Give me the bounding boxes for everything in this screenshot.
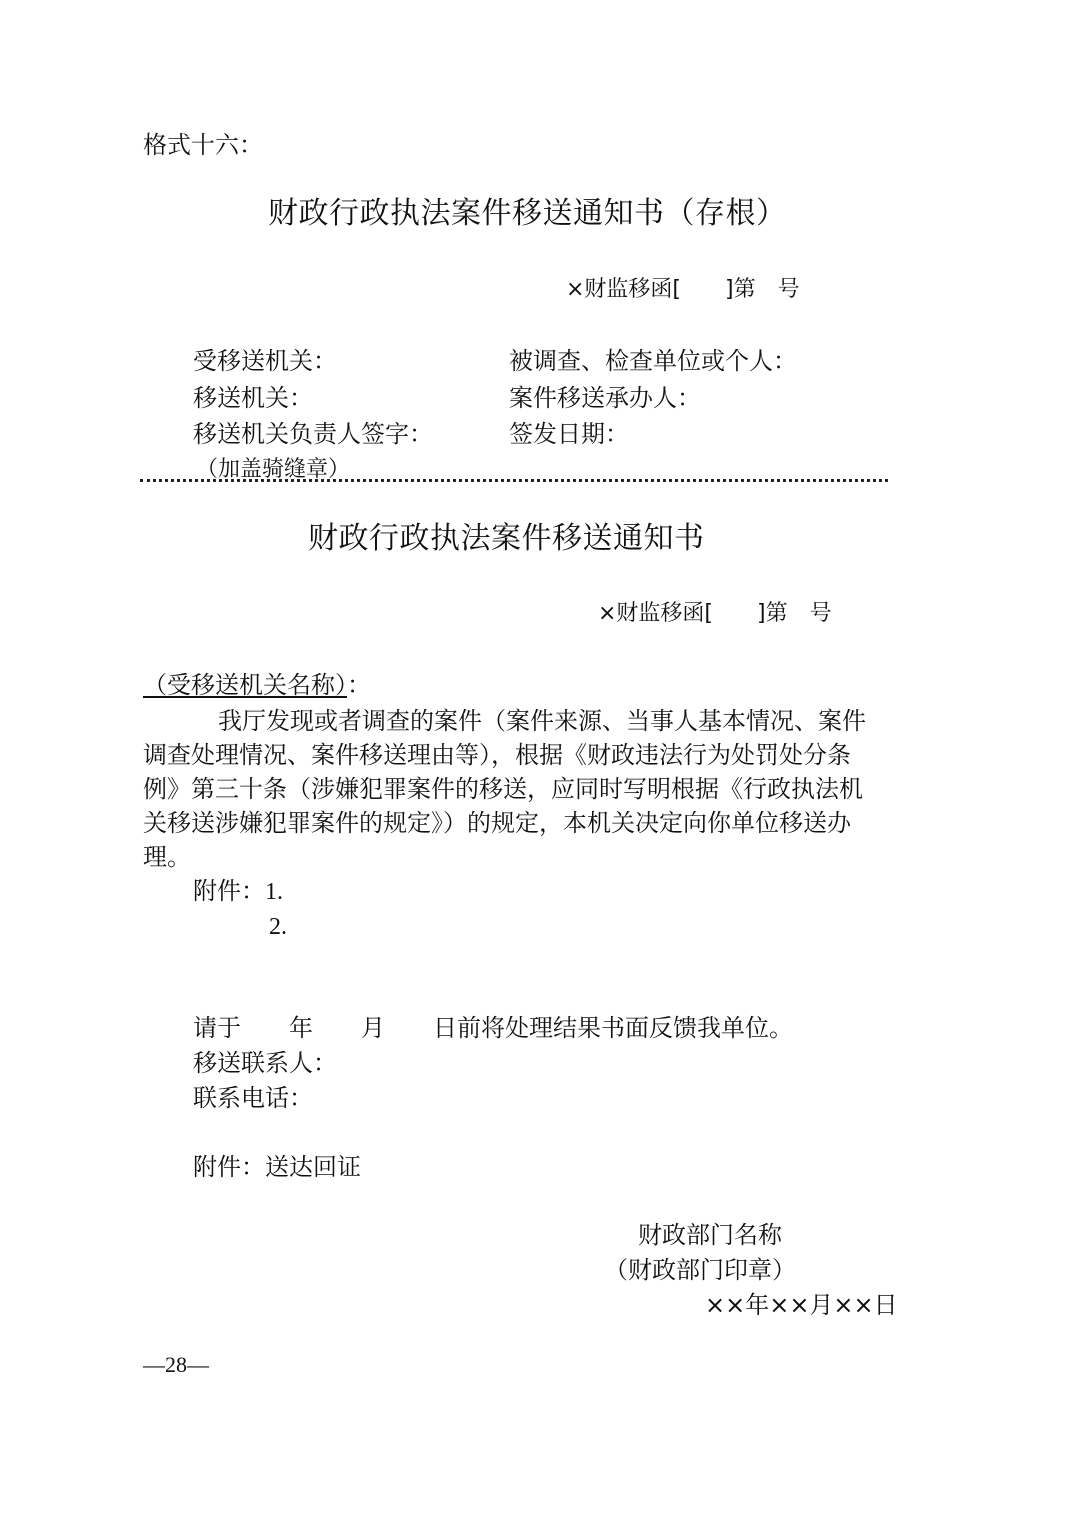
- stub-doc-number: ×财监移函[ ]第 号: [566, 277, 800, 302]
- body-line: 我厅发现或者调查的案件（案件来源、当事人基本情况、案件: [218, 707, 866, 735]
- attachment-item: 2.: [269, 914, 287, 940]
- deadline-text: 请于 年 月 日前将处理结果书面反馈我单位。: [193, 1014, 793, 1042]
- perforation-line: [140, 479, 888, 482]
- receipt-attachment: 附件：送达回证: [193, 1153, 361, 1181]
- body-line: 关移送涉嫌犯罪案件的规定》）的规定，本机关决定向你单位移送办: [143, 809, 851, 837]
- body-line: 调查处理情况、案件移送理由等），根据《财政违法行为处罚处分条: [143, 741, 851, 769]
- stub-investigated-label: 被调查、检查单位或个人：: [509, 347, 797, 375]
- phone-label: 联系电话：: [193, 1084, 313, 1112]
- attachment-line: [193, 874, 283, 909]
- format-label: 格式十六：: [143, 131, 263, 159]
- attachment-label: 附件：: [193, 877, 265, 905]
- issue-date: ××年××月××日: [705, 1291, 898, 1319]
- stub-seal-note: （加盖骑缝章）: [196, 457, 351, 482]
- addressee-suffix: ：: [347, 671, 371, 699]
- addressee: （受移送机关名称）: [143, 671, 347, 699]
- stub-responsible-sign-label: 移送机关负责人签字：: [193, 420, 433, 448]
- stub-receiving-org-label: 受移送机关：: [193, 347, 337, 375]
- stub-issue-date-label: 签发日期：: [509, 420, 629, 448]
- stub-title: 财政行政执法案件移送通知书（存根）: [268, 196, 787, 231]
- org-seal: （财政部门印章）: [604, 1256, 796, 1284]
- body-line: 理。: [143, 843, 191, 871]
- notice-body: [143, 704, 895, 874]
- stub-handler-label: 案件移送承办人：: [509, 384, 701, 412]
- contact-label: 移送联系人：: [193, 1049, 337, 1077]
- page-number: —28—: [143, 1352, 209, 1377]
- addressee-line: [143, 668, 371, 702]
- stub-sending-org-label: 移送机关：: [193, 384, 313, 412]
- notice-doc-number: ×财监移函[ ]第 号: [598, 601, 832, 626]
- notice-title: 财政行政执法案件移送通知书: [308, 521, 705, 556]
- body-line: 例》第三十条（涉嫌犯罪案件的移送，应同时写明根据《行政执法机: [143, 775, 863, 803]
- org-name: 财政部门名称: [638, 1221, 782, 1249]
- attachment-item: 1.: [265, 879, 283, 905]
